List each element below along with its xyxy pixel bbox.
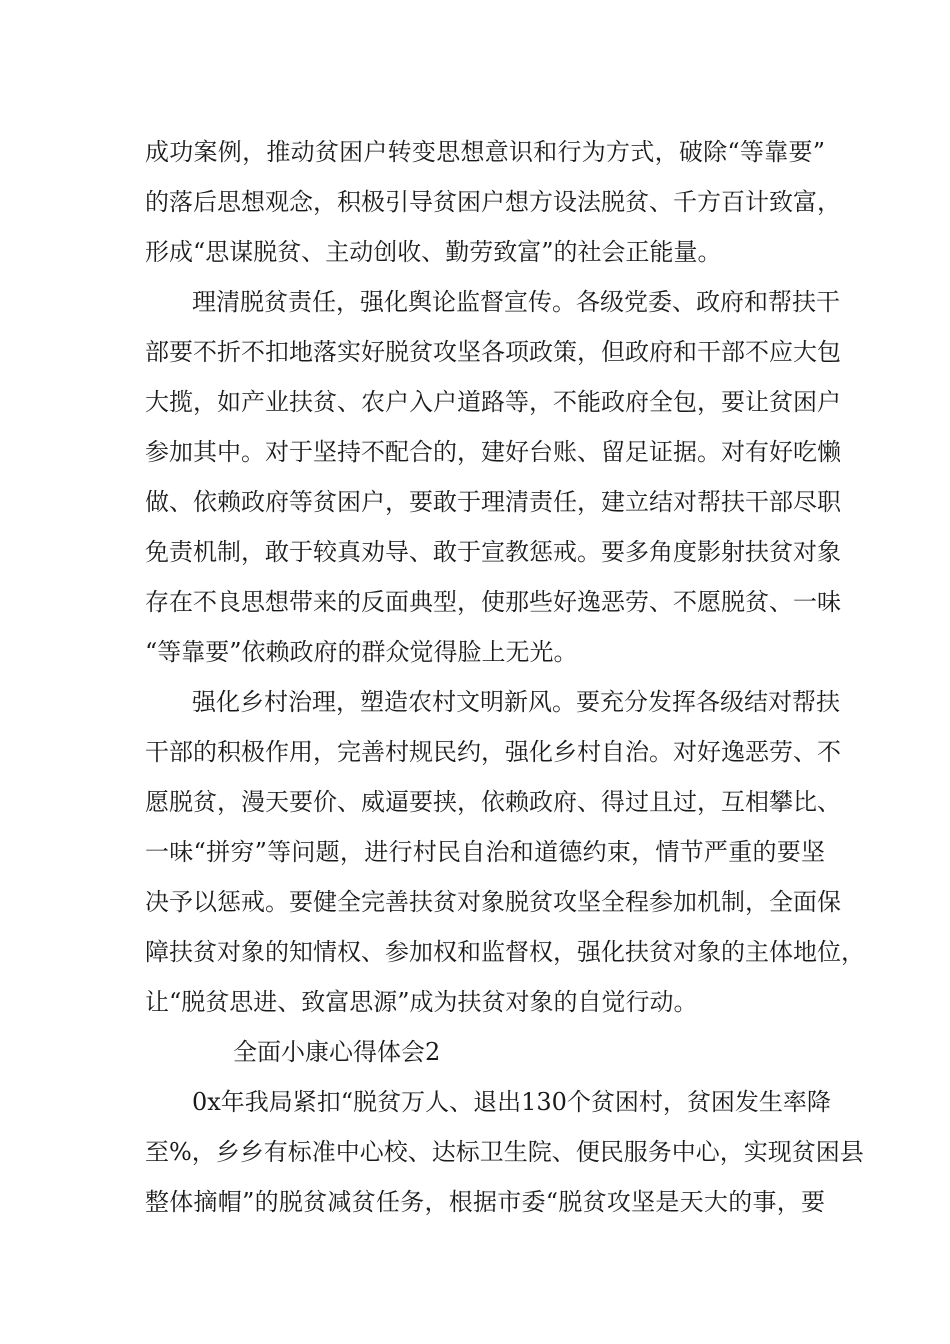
paragraph-3-line-2: 干部的积极作用，完善村规民约，强化乡村自治。对好逸恶劳、不 (145, 738, 841, 766)
paragraph-2-line-5: 做、依赖政府等贫困户，要敢于理清责任，建立结对帮扶干部尽职 (145, 488, 841, 516)
paragraph-2-line-3: 大揽，如产业扶贫、农户入户道路等，不能政府全包，要让贫困户 (145, 388, 841, 416)
paragraph-4-line-3: 整体摘帽”的脱贫减贫任务，根据市委“脱贫攻坚是天大的事，要 (145, 1188, 825, 1216)
section-heading: 全面小康心得体会2 (233, 1038, 441, 1066)
paragraph-3-line-1: 强化乡村治理，塑造农村文明新风。要充分发挥各级结对帮扶 (192, 688, 840, 716)
paragraph-2-line-6: 免责机制，敢于较真劝导、敢于宣教惩戒。要多角度影射扶贫对象 (145, 538, 841, 566)
paragraph-2-line-4: 参加其中。对于坚持不配合的，建好台账、留足证据。对有好吃懒 (145, 438, 841, 466)
paragraph-4-line-2: 至%，乡乡有标准中心校、达标卫生院、便民服务中心，实现贫困县 (145, 1138, 864, 1166)
paragraph-3-line-4: 一味“拼穷”等问题，进行村民自治和道德约束，情节严重的要坚 (145, 838, 825, 866)
paragraph-3-line-3: 愿脱贫，漫天要价、威逼要挟，依赖政府、得过且过，互相攀比、 (145, 788, 841, 816)
paragraph-1-line-3: 形成“思谋脱贫、主动创收、勤劳致富”的社会正能量。 (145, 238, 722, 266)
paragraph-3-line-6: 障扶贫对象的知情权、参加权和监督权，强化扶贫对象的主体地位， (145, 938, 865, 966)
paragraph-1-line-2: 的落后思想观念，积极引导贫困户想方设法脱贫、千方百计致富， (145, 188, 841, 216)
paragraph-4-line-1: 0x年我局紧扣“脱贫万人、退出130个贫困村，贫困发生率降 (192, 1088, 831, 1116)
paragraph-2-line-1: 理清脱贫责任，强化舆论监督宣传。各级党委、政府和帮扶干 (192, 288, 840, 316)
paragraph-2-line-2: 部要不折不扣地落实好脱贫攻坚各项政策，但政府和干部不应大包 (145, 338, 841, 366)
paragraph-3-line-5: 决予以惩戒。要健全完善扶贫对象脱贫攻坚全程参加机制，全面保 (145, 888, 841, 916)
paragraph-2-line-7: 存在不良思想带来的反面典型，使那些好逸恶劳、不愿脱贫、一味 (145, 588, 841, 616)
paragraph-2-line-8: “等靠要”依赖政府的群众觉得脸上无光。 (145, 638, 578, 666)
paragraph-1-line-1: 成功案例，推动贫困户转变思想意识和行为方式，破除“等靠要” (145, 138, 825, 166)
paragraph-3-line-7: 让“脱贫思进、致富思源”成为扶贫对象的自觉行动。 (145, 988, 698, 1016)
